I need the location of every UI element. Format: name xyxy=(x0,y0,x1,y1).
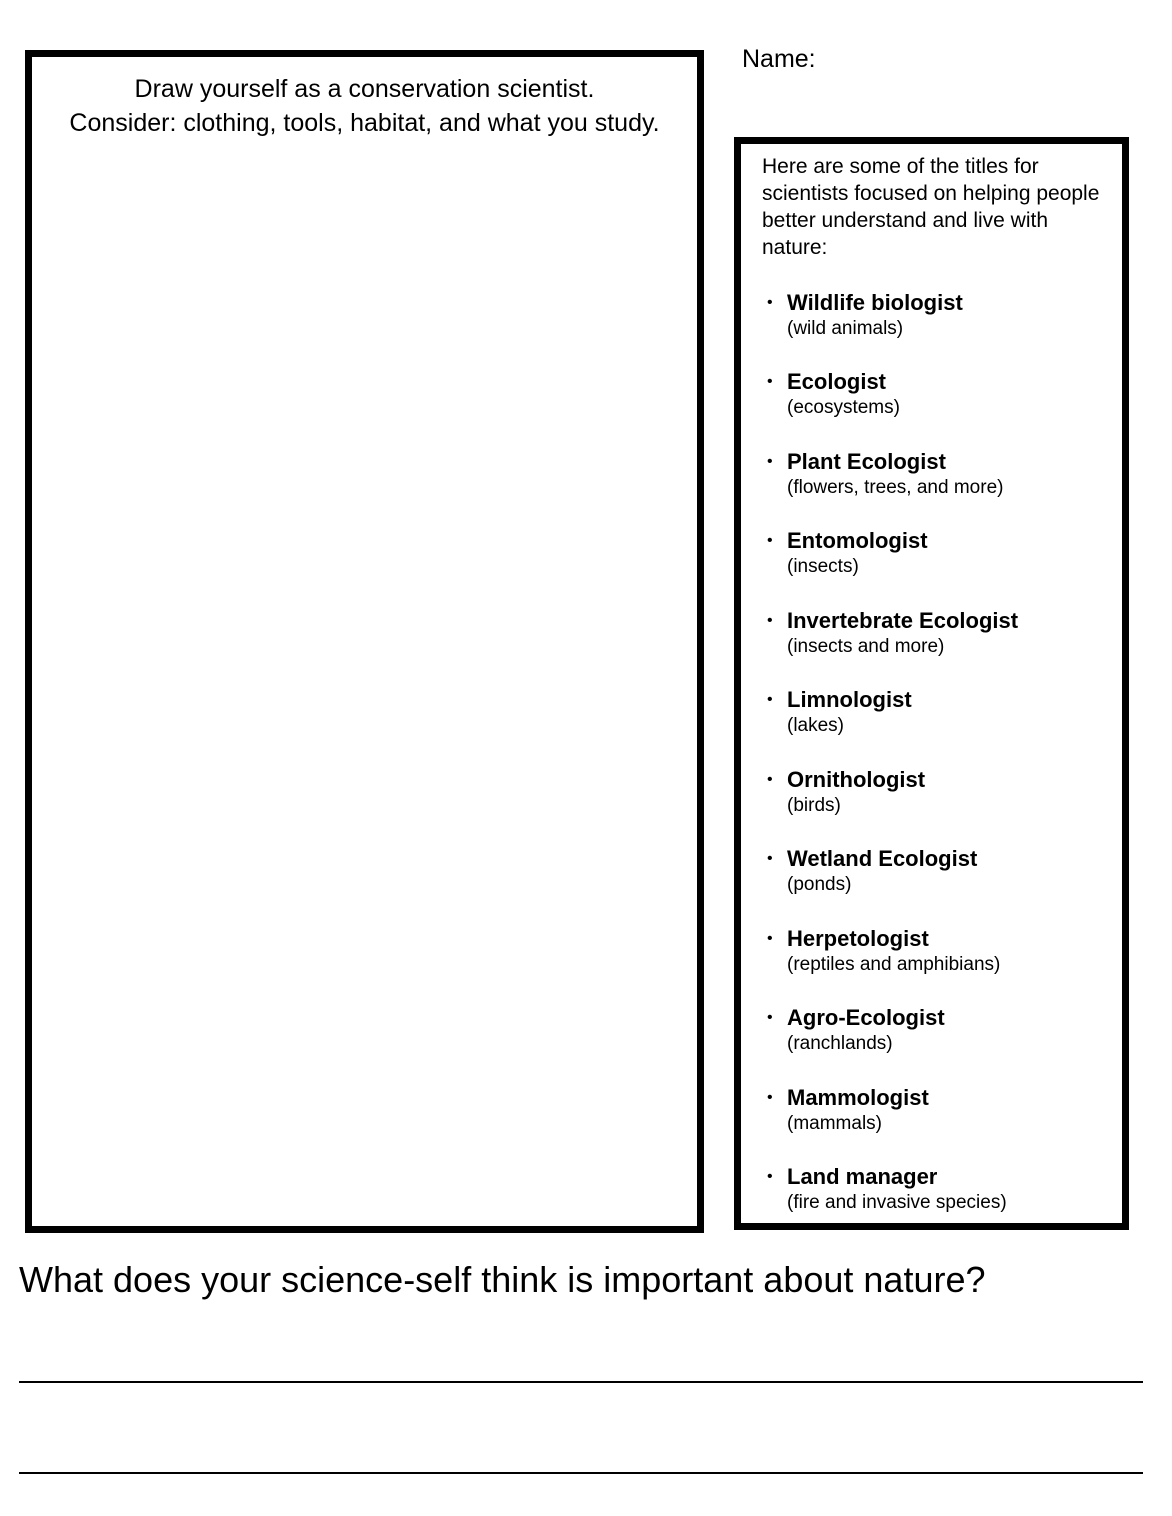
scientist-description: (insects) xyxy=(787,556,859,577)
bullet-icon: • xyxy=(767,691,773,708)
list-item xyxy=(767,290,1097,350)
scientist-title: Invertebrate Ecologist xyxy=(787,608,1019,633)
scientist-description: (birds) xyxy=(787,795,841,816)
scientist-titles-box xyxy=(734,137,1129,1230)
list-item xyxy=(767,608,1097,668)
scientist-description: (ranchlands) xyxy=(787,1033,893,1054)
drawing-prompt-line-2: Consider: clothing, tools, habitat, and what you study. xyxy=(69,109,660,137)
titles-intro: Here are some of the titles for scientists focused on helping people better understand and live with nature: xyxy=(762,155,1100,259)
scientist-title: Agro-Ecologist xyxy=(787,1005,945,1030)
scientist-title: Mammologist xyxy=(787,1085,929,1110)
list-item xyxy=(767,369,1097,429)
scientist-description: (mammals) xyxy=(787,1113,882,1134)
name-label: Name: xyxy=(742,45,816,73)
drawing-area[interactable] xyxy=(25,50,704,1233)
bullet-icon: • xyxy=(767,373,773,390)
bullet-icon: • xyxy=(767,1168,773,1185)
scientist-description: (flowers, trees, and more) xyxy=(787,477,1004,498)
list-item xyxy=(767,846,1097,906)
scientist-description: (lakes) xyxy=(787,715,845,736)
scientist-description: (insects and more) xyxy=(787,636,945,657)
bullet-icon: • xyxy=(767,1089,773,1106)
drawing-prompt-line-1: Draw yourself as a conservation scientist. xyxy=(134,75,595,103)
answer-line-1[interactable] xyxy=(19,1381,1143,1383)
bullet-icon: • xyxy=(767,930,773,947)
reflection-question: What does your science-self think is important about nature? xyxy=(19,1259,986,1300)
bullet-icon: • xyxy=(767,850,773,867)
list-item xyxy=(767,687,1097,747)
drawing-prompt xyxy=(32,72,697,140)
scientist-title: Plant Ecologist xyxy=(787,449,946,474)
list-item xyxy=(767,449,1097,509)
scientist-description: (reptiles and amphibians) xyxy=(787,954,1001,975)
scientist-title: Ecologist xyxy=(787,369,887,394)
scientist-title: Entomologist xyxy=(787,528,928,553)
scientist-title: Ornithologist xyxy=(787,767,926,792)
answer-line-2[interactable] xyxy=(19,1472,1143,1474)
scientist-title: Limnologist xyxy=(787,687,912,712)
bullet-icon: • xyxy=(767,612,773,629)
scientist-description: (ponds) xyxy=(787,874,852,895)
scientist-description: (wild animals) xyxy=(787,318,904,339)
scientist-title: Wetland Ecologist xyxy=(787,846,978,871)
list-item xyxy=(767,767,1097,827)
scientist-title: Land manager xyxy=(787,1164,938,1189)
scientist-description: (fire and invasive species) xyxy=(787,1192,1007,1213)
bullet-icon: • xyxy=(767,294,773,311)
scientist-description: (ecosystems) xyxy=(787,397,900,418)
bullet-icon: • xyxy=(767,1009,773,1026)
list-item xyxy=(767,926,1097,986)
bullet-icon: • xyxy=(767,532,773,549)
bullet-icon: • xyxy=(767,771,773,788)
scientist-title: Herpetologist xyxy=(787,926,929,951)
list-item xyxy=(767,528,1097,588)
list-item xyxy=(767,1164,1097,1224)
bullet-icon: • xyxy=(767,453,773,470)
list-item xyxy=(767,1005,1097,1065)
scientist-title: Wildlife biologist xyxy=(787,290,963,315)
list-item xyxy=(767,1085,1097,1145)
